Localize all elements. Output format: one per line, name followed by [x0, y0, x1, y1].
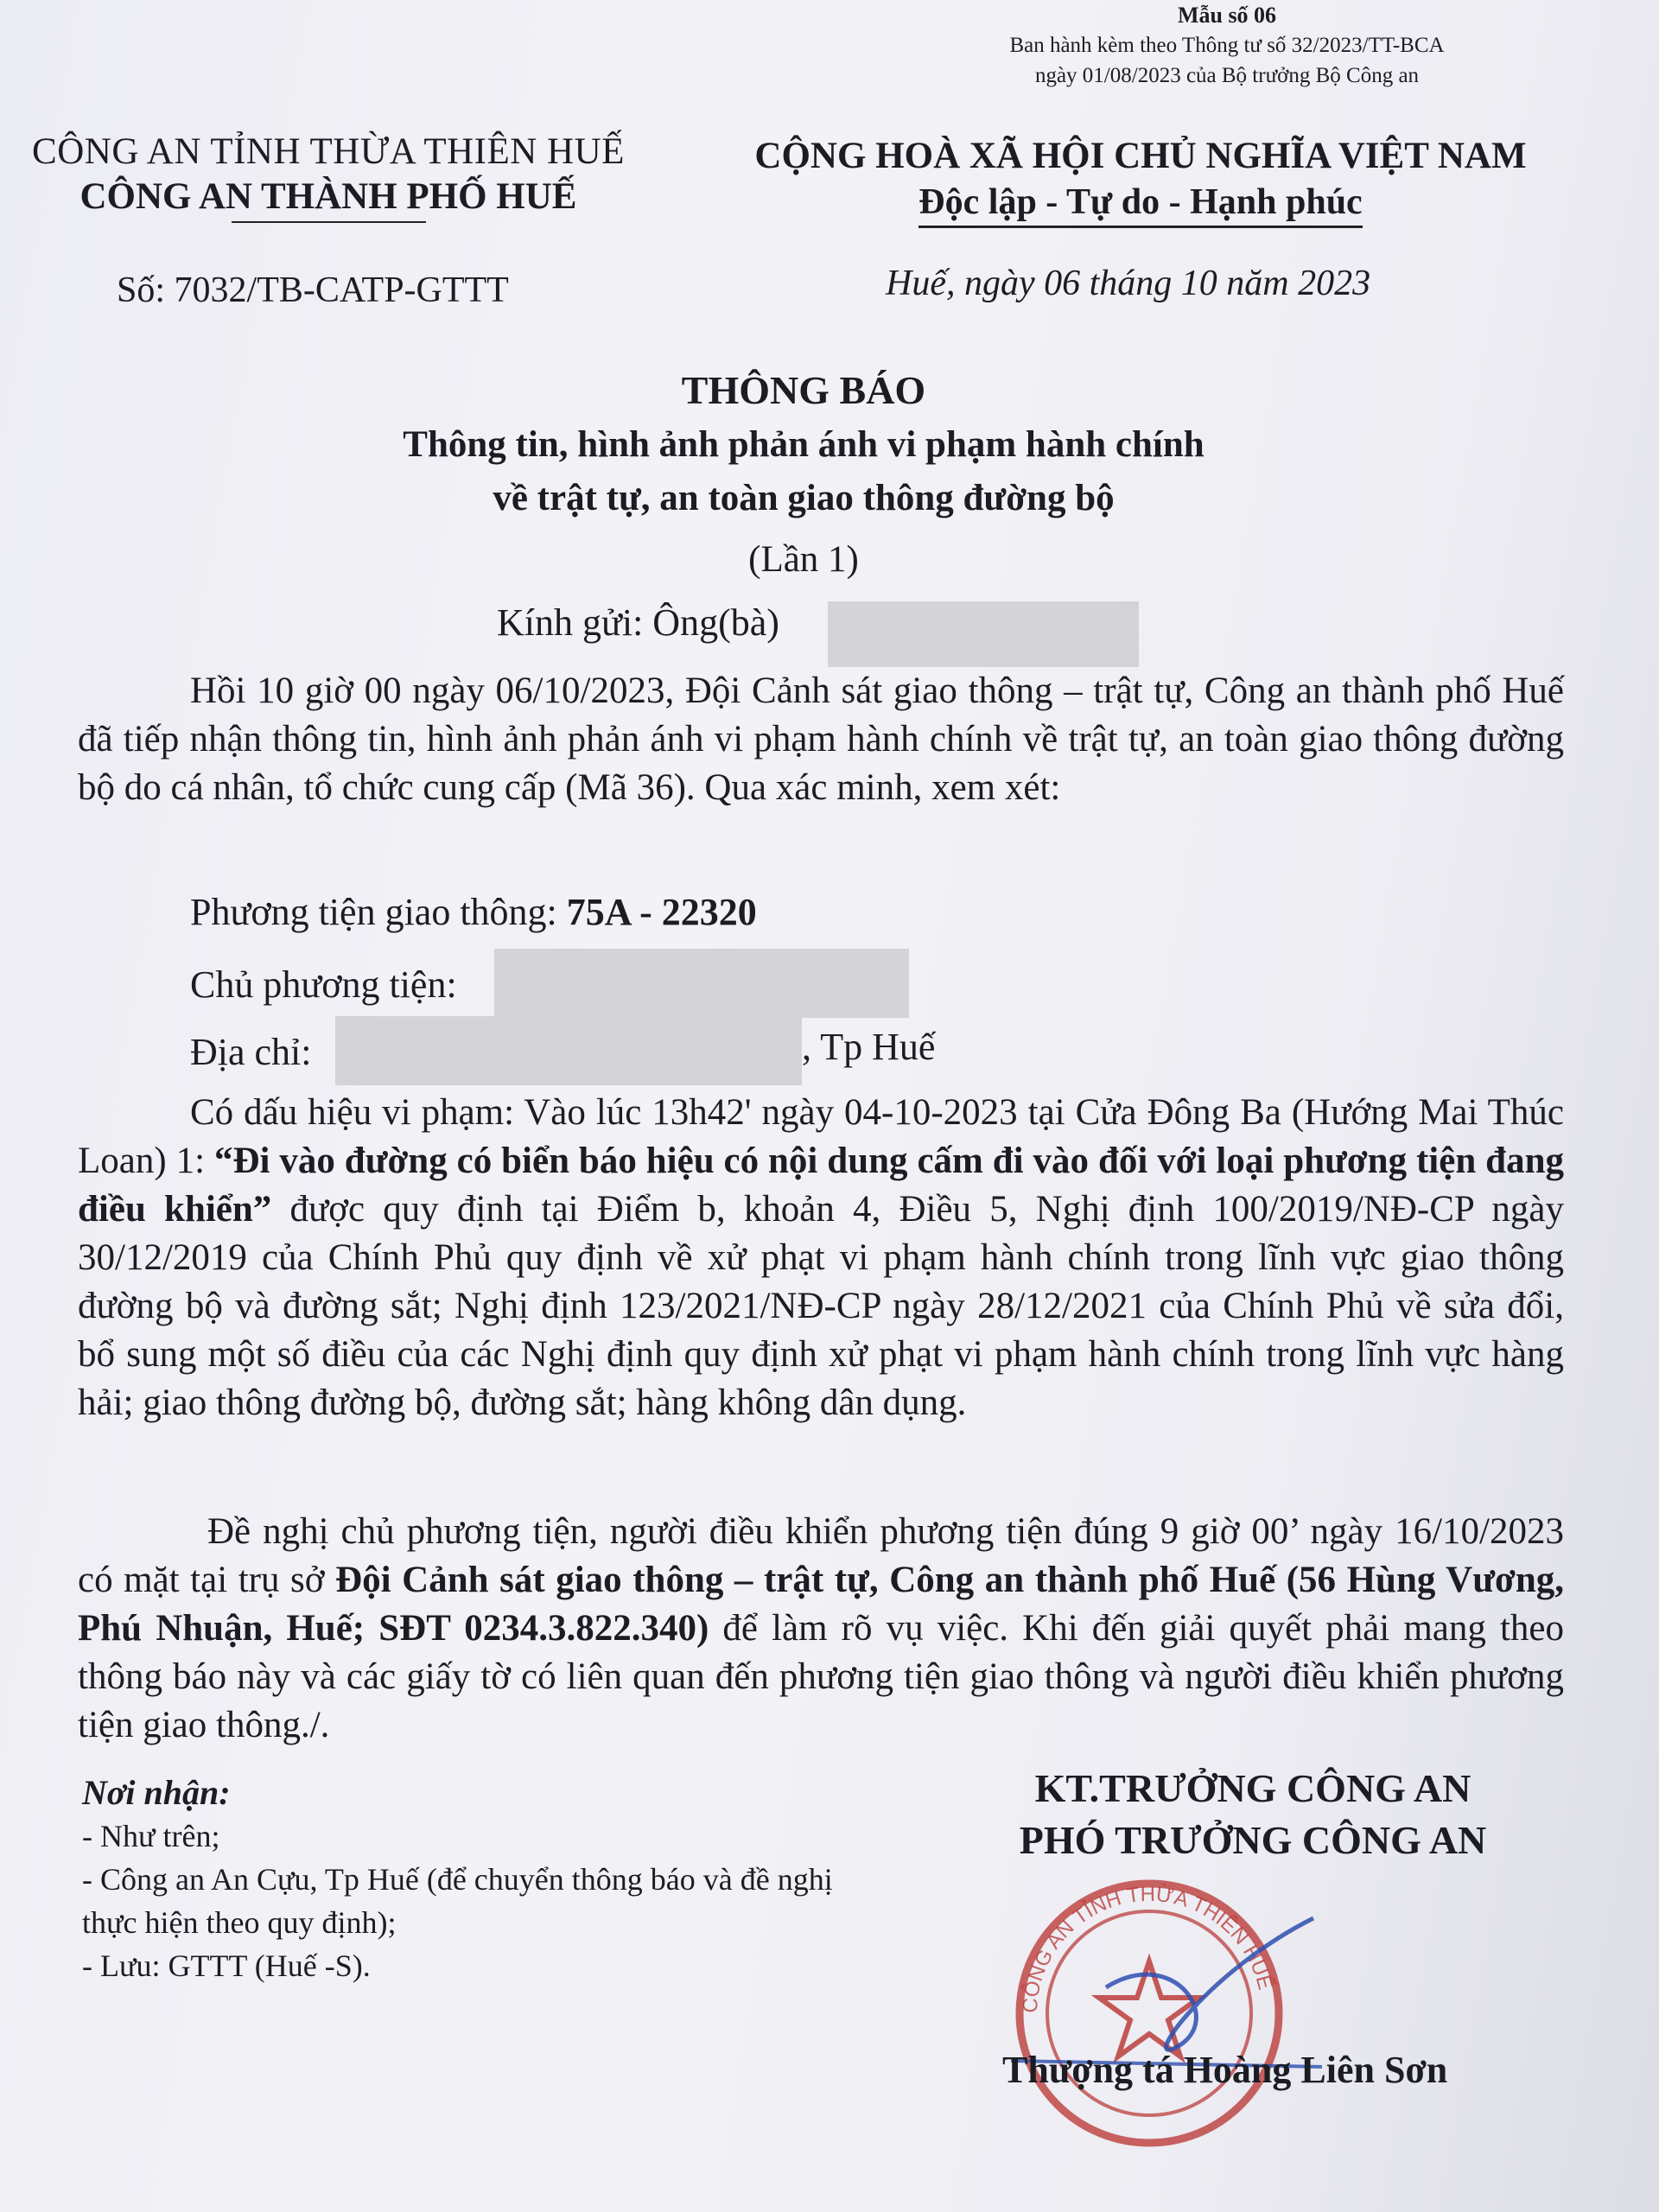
document-subtitle-1: Thông tin, hình ảnh phản ánh vi phạm hành chính — [403, 424, 1205, 465]
form-code-note — [950, 0, 1503, 91]
violation-lead: Có dấu hiệu vi phạm: Vào lúc 13h42' ngày 04-10-2023 tại Cửa Đông Ba (Hướng Mai Thúc Loan) 1: — [78, 1092, 1564, 1181]
document-subtitle-2: về trật tự, an toàn giao thông đường bộ — [493, 478, 1115, 518]
signature-block — [968, 1763, 1538, 1866]
national-header — [709, 134, 1573, 228]
title-block — [164, 363, 1443, 594]
redacted-recipient — [828, 601, 1139, 667]
document-title: THÔNG BÁO — [681, 368, 926, 412]
address-label: Địa chỉ: — [190, 1031, 312, 1073]
address-city: , Tp Huế — [802, 1026, 936, 1068]
signature-title-2: PHÓ TRƯỞNG CÔNG AN — [1019, 1818, 1487, 1862]
official-seal-icon — [1002, 1840, 1331, 2169]
receiver-item: - Công an An Cựu, Tp Huế (để chuyển thông báo và đề nghị thực hiện theo quy định); — [82, 1862, 833, 1940]
country-name: CỘNG HOÀ XÃ HỘI CHỦ NGHĨA VIỆT NAM — [754, 136, 1527, 176]
signer-name: Thượng tá Hoàng Liên Sơn — [1002, 2049, 1448, 2091]
national-motto: Độc lập - Tự do - Hạnh phúc — [918, 179, 1362, 228]
agency-underline — [232, 221, 426, 223]
request-lead: Đề nghị chủ phương tiện, người điều khiển phương tiện đúng 9 giờ 00’ ngày 16/10/2023 có mặt tại trụ sở — [78, 1511, 1564, 1600]
form-number: Mẫu số 06 — [1177, 3, 1277, 28]
violation-legal-basis: được quy định tại Điểm b, khoản 4, Điều 5, Nghị định 100/2019/NĐ-CP ngày 30/12/2019 của Chính Phủ quy định về xử phạt vi phạm hành chính trong lĩnh vực giao thông đường bộ và đường sắt; Nghị định 123/2021/NĐ-CP ngày 28/12/2021 của Chính Phủ về sửa đổi, bổ sung một số điều của các Nghị định quy định xử phạt vi phạm hành chính trong lĩnh vực hàng hải; giao thông đường bộ, đường sắt; hàng không dân dụng. — [78, 1189, 1564, 1423]
redacted-address — [335, 1016, 802, 1085]
receiver-item: - Như trên; — [82, 1819, 220, 1853]
document-date: Huế, ngày 06 tháng 10 năm 2023 — [886, 264, 1371, 303]
signature-title-1: KT.TRƯỞNG CÔNG AN — [1034, 1766, 1471, 1810]
receivers-heading: Nơi nhận: — [82, 1773, 231, 1812]
office-address: Đội Cảnh sát giao thông – trật tự, Công an thành phố Huế (56 Hùng Vương, Phú Nhuận, Huế; SĐT 0234.3.822.340) — [78, 1560, 1564, 1649]
owner-line — [190, 963, 457, 1007]
issuing-agency — [0, 130, 657, 223]
recipient-label: Kính gửi: Ông(bà) — [497, 601, 779, 644]
agency-name: CÔNG AN THÀNH PHỐ HUẾ — [79, 176, 577, 217]
paragraph-violation — [78, 1089, 1564, 1427]
notice-round: (Lần 1) — [748, 539, 859, 580]
form-issued-line: Ban hành kèm theo Thông tư số 32/2023/TT-BCA — [1009, 34, 1445, 57]
redacted-owner — [494, 949, 909, 1018]
owner-label: Chủ phương tiện: — [190, 963, 457, 1006]
vehicle-plate: 75A - 22320 — [566, 891, 757, 933]
address-line — [190, 1030, 312, 1074]
document-number: Số: 7032/TB-CATP-GTTT — [117, 270, 509, 310]
seal-text: CÔNG AN TỈNH THỪA THIÊN HUẾ — [1018, 1882, 1277, 2014]
form-date-line: ngày 01/08/2023 của Bộ trưởng Bộ Công an — [1034, 64, 1420, 87]
receiver-item: - Lưu: GTTT (Huế -S). — [82, 1948, 371, 1983]
violation-description: “Đi vào đường có biển báo hiệu có nội dung cấm đi vào đối với loại phương tiện đang điều khiển” — [78, 1141, 1564, 1230]
paragraph-request — [78, 1508, 1564, 1750]
vehicle-label: Phương tiện giao thông: — [190, 891, 567, 933]
vehicle-line — [190, 890, 757, 934]
request-rest: để làm rõ vụ việc. Khi đến giải quyết phải mang theo thông báo này và các giấy tờ có liên quan đến phương tiện giao thông và người điều khiển phương tiện giao thông./. — [78, 1608, 1564, 1745]
receivers-list — [82, 1771, 860, 1987]
agency-parent: CÔNG AN TỈNH THỪA THIÊN HUẾ — [32, 131, 625, 172]
paragraph-received: Hồi 10 giờ 00 ngày 06/10/2023, Đội Cảnh sát giao thông – trật tự, Công an thành phố Huế đã tiếp nhận thông tin, hình ảnh phản ánh vi phạm hành chính về trật tự, an toàn giao thông đường bộ do cá nhân, tổ chức cung cấp (Mã 36). Qua xác minh, xem xét: — [78, 671, 1564, 808]
